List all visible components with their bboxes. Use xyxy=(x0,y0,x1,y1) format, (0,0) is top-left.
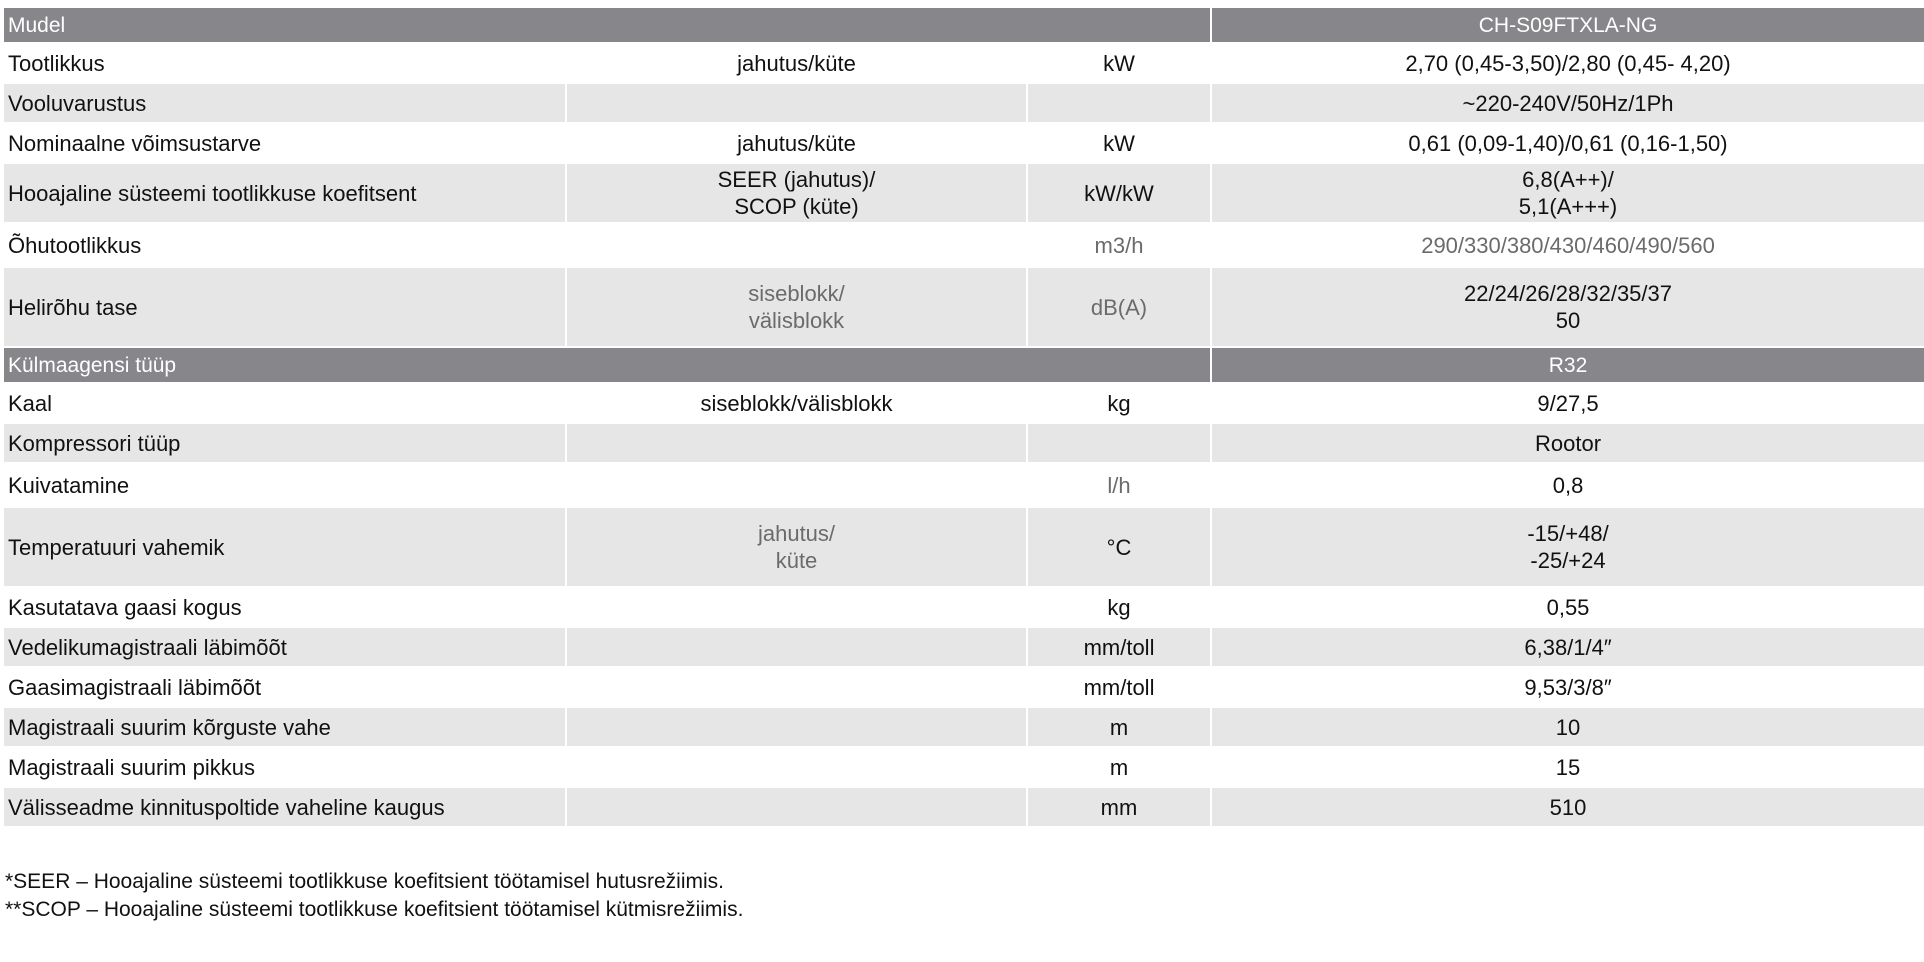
table-row xyxy=(4,83,1924,123)
row-unit: kW/kW xyxy=(1027,163,1211,223)
row-unit: m xyxy=(1027,747,1211,787)
condition-line: jahutus/ xyxy=(757,521,836,546)
row-value xyxy=(1211,507,1924,587)
row-condition xyxy=(566,747,1027,787)
row-condition xyxy=(566,267,1027,347)
row-label: Tootlikkus xyxy=(4,43,566,83)
condition-line: SEER (jahutus)/ xyxy=(717,167,876,192)
row-label: Nominaalne võimsustarve xyxy=(4,123,566,163)
table-row xyxy=(4,507,1924,587)
table-row xyxy=(4,123,1924,163)
row-condition xyxy=(566,667,1027,707)
row-label: Kompressori tüüp xyxy=(4,423,566,463)
model-header-row xyxy=(4,8,1924,43)
row-label: Magistraali suurim pikkus xyxy=(4,747,566,787)
refrigerant-header-row xyxy=(4,347,1924,383)
spec-table xyxy=(4,8,1924,828)
row-label: Vedelikumagistraali läbimõõt xyxy=(4,627,566,667)
table-row xyxy=(4,423,1924,463)
row-condition: siseblokk/välisblokk xyxy=(566,383,1027,423)
row-value: 290/330/380/430/460/490/560 xyxy=(1211,223,1924,267)
row-condition: jahutus/küte xyxy=(566,123,1027,163)
row-unit: mm/toll xyxy=(1027,627,1211,667)
row-unit xyxy=(1027,83,1211,123)
row-label: Välisseadme kinnituspoltide vaheline kaugus xyxy=(4,787,566,827)
value-line: -25/+24 xyxy=(1530,548,1606,573)
value-line: 5,1(A+++) xyxy=(1518,194,1618,219)
row-condition xyxy=(566,707,1027,747)
table-row xyxy=(4,747,1924,787)
row-label: Temperatuuri vahemik xyxy=(4,507,566,587)
table-row xyxy=(4,787,1924,827)
refrigerant-value: R32 xyxy=(1211,347,1924,383)
row-unit: mm xyxy=(1027,787,1211,827)
row-unit: m xyxy=(1027,707,1211,747)
row-unit xyxy=(1027,423,1211,463)
row-value xyxy=(1211,267,1924,347)
row-label: Kasutatava gaasi kogus xyxy=(4,587,566,627)
footnotes xyxy=(5,868,743,924)
row-condition: jahutus/küte xyxy=(566,43,1027,83)
row-condition xyxy=(566,507,1027,587)
row-unit: kg xyxy=(1027,383,1211,423)
row-condition xyxy=(566,83,1027,123)
row-value: 0,8 xyxy=(1211,463,1924,507)
value-line: 22/24/26/28/32/35/37 xyxy=(1464,281,1672,306)
row-value: 15 xyxy=(1211,747,1924,787)
row-unit: kW xyxy=(1027,43,1211,83)
table-row xyxy=(4,163,1924,223)
row-label: Magistraali suurim kõrguste vahe xyxy=(4,707,566,747)
row-condition xyxy=(566,463,1027,507)
row-label: Hooajaline süsteemi tootlikkuse koefitsent xyxy=(4,163,566,223)
value-line: -15/+48/ xyxy=(1527,521,1609,546)
footnote-scop: **SCOP – Hooajaline süsteemi tootlikkuse koefitsient töötamisel kütmisrežiimis. xyxy=(5,898,744,921)
row-condition xyxy=(566,423,1027,463)
table-row xyxy=(4,43,1924,83)
row-value: 2,70 (0,45-3,50)/2,80 (0,45- 4,20) xyxy=(1211,43,1924,83)
row-label: Gaasimagistraali läbimõõt xyxy=(4,667,566,707)
table-row xyxy=(4,383,1924,423)
row-value: 0,55 xyxy=(1211,587,1924,627)
row-condition xyxy=(566,587,1027,627)
row-value: 9,53/3/8″ xyxy=(1211,667,1924,707)
row-value: 6,38/1/4″ xyxy=(1211,627,1924,667)
row-label: Helirõhu tase xyxy=(4,267,566,347)
condition-line: siseblokk/ xyxy=(748,281,845,306)
row-value: 510 xyxy=(1211,787,1924,827)
refrigerant-label: Külmaagensi tüüp xyxy=(4,347,1211,383)
row-unit: dB(A) xyxy=(1027,267,1211,347)
row-value: 10 xyxy=(1211,707,1924,747)
row-label: Kaal xyxy=(4,383,566,423)
table-row xyxy=(4,667,1924,707)
row-unit: kW xyxy=(1027,123,1211,163)
row-value: ~220-240V/50Hz/1Ph xyxy=(1211,83,1924,123)
row-unit: kg xyxy=(1027,587,1211,627)
table-row xyxy=(4,627,1924,667)
table-row xyxy=(4,223,1924,267)
value-line: 50 xyxy=(1555,308,1581,333)
value-line: 6,8(A++)/ xyxy=(1522,167,1614,192)
condition-line: välisblokk xyxy=(748,308,845,333)
row-value: 0,61 (0,09-1,40)/0,61 (0,16-1,50) xyxy=(1211,123,1924,163)
row-condition xyxy=(566,163,1027,223)
row-condition xyxy=(566,627,1027,667)
row-unit: l/h xyxy=(1027,463,1211,507)
row-unit: m3/h xyxy=(1027,223,1211,267)
row-label: Vooluvarustus xyxy=(4,83,566,123)
condition-line: SCOP (küte) xyxy=(734,194,859,219)
row-condition xyxy=(566,787,1027,827)
row-unit: °C xyxy=(1027,507,1211,587)
model-label: Mudel xyxy=(4,8,1211,43)
model-value: CH-S09FTXLA-NG xyxy=(1211,8,1924,43)
footnote-seer: *SEER – Hooajaline süsteemi tootlikkuse koefitsient töötamisel hutusrežiimis. xyxy=(5,870,724,893)
row-label: Õhutootlikkus xyxy=(4,223,566,267)
row-condition xyxy=(566,223,1027,267)
table-row xyxy=(4,463,1924,507)
condition-line: küte xyxy=(775,548,818,573)
row-value xyxy=(1211,163,1924,223)
table-row xyxy=(4,587,1924,627)
row-label: Kuivatamine xyxy=(4,463,566,507)
row-unit: mm/toll xyxy=(1027,667,1211,707)
row-value: 9/27,5 xyxy=(1211,383,1924,423)
table-row xyxy=(4,267,1924,347)
row-value: Rootor xyxy=(1211,423,1924,463)
table-row xyxy=(4,707,1924,747)
